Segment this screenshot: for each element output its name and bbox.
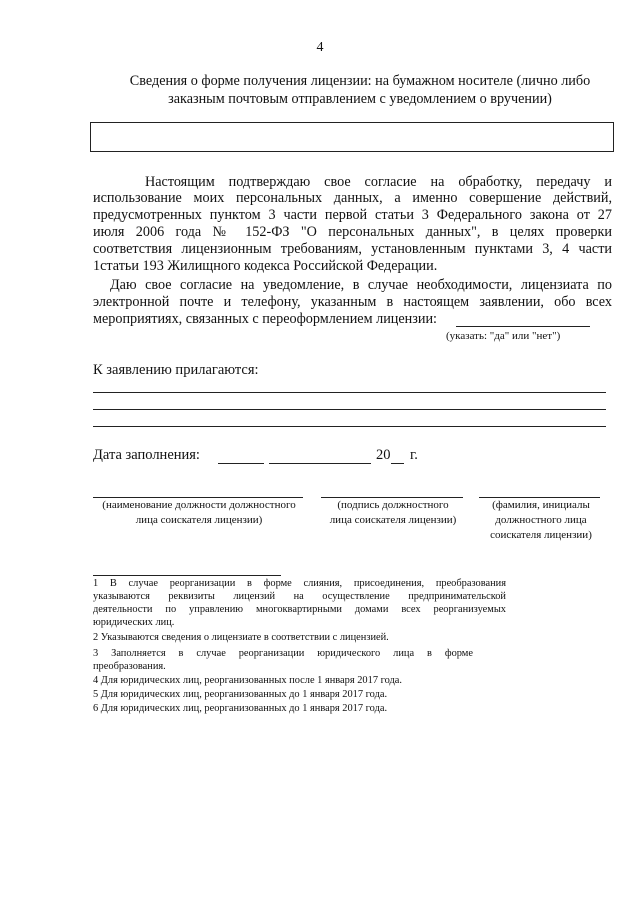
footnote-1: деятельности по управлению многоквартирными домами всех реорганизуемых <box>93 604 506 615</box>
attachment-line[interactable] <box>93 409 606 410</box>
footnote-3: преобразования. <box>93 661 166 672</box>
position-caption <box>90 498 308 528</box>
date-year-field[interactable] <box>391 447 404 464</box>
date-day-field[interactable] <box>218 447 264 464</box>
attachment-line[interactable] <box>93 392 606 393</box>
consent-line: соответствия лицензионным требованиям, установленным пунктами 3, 4 части <box>93 241 612 257</box>
attachment-line[interactable] <box>93 426 606 427</box>
caption-line: лица соискателя лицензии) <box>135 514 263 526</box>
caption-line: соискателя лицензии) <box>490 529 592 541</box>
name-caption <box>478 498 604 543</box>
footnote-3: 3 Заполняется в случае реорганизации юридического лица в форме <box>93 648 473 659</box>
license-form-line: Сведения о форме получения лицензии: на бумажном носителе (лично либо <box>129 73 591 89</box>
date-year-suffix: г. <box>410 447 418 463</box>
caption-line: (наименование должности должностного <box>102 499 296 511</box>
license-form-input-box[interactable] <box>90 122 614 152</box>
date-label: Дата заполнения: <box>93 447 200 463</box>
caption-line: должностного лица <box>495 514 587 526</box>
license-form-info <box>100 72 620 108</box>
consent-line: 1статьи 193 Жилищного кодекса Российской Федерации. <box>93 258 438 274</box>
notification-line: электронной почте и телефону, указанным в настоящем заявлении, обо всех <box>93 294 612 310</box>
license-form-line: заказным почтовым отправлением с уведомлением о вручении) <box>168 91 552 107</box>
footnote-5: 5 Для юридических лиц, реорганизованных до 1 января 2017 года. <box>93 689 388 700</box>
footnote-1: юридических лиц. <box>93 617 175 628</box>
consent-line: предусмотренных пунктом 3 части первой статьи 3 Федерального закона от 27 <box>93 207 612 223</box>
footnote-2: 2 Указываются сведения о лицензиате в соответствии с лицензией. <box>93 632 389 643</box>
attachments-title: К заявлению прилагаются: <box>93 362 259 378</box>
footnote-separator <box>93 575 281 576</box>
footnote-1: 1 В случае реорганизации в форме слияния, присоединения, преобразования <box>93 578 506 589</box>
notification-line: мероприятиях, связанных с переоформлением лицензии: <box>93 311 437 327</box>
caption-line: лица соискателя лицензии) <box>329 514 457 526</box>
date-year-prefix: 20 <box>376 447 391 463</box>
caption-line: (фамилия, инициалы <box>492 499 590 511</box>
caption-line: (подпись должностного <box>337 499 449 511</box>
footnote-1: указываются реквизиты лицензий на осуществление предпринимательской <box>93 591 506 602</box>
consent-line: Настоящим подтверждаю свое согласие на обработку, передачу и <box>145 174 612 190</box>
consent-line: июля 2006 года № 152-ФЗ "О персональных данных", в целях проверки <box>93 224 612 240</box>
footnote-4: 4 Для юридических лиц, реорганизованных после 1 января 2017 года. <box>93 675 403 686</box>
notification-hint: (указать: "да" или "нет") <box>446 330 561 342</box>
signature-caption <box>318 498 468 528</box>
consent-line: использование моих персональных данных, а именно совершение действий, <box>93 190 612 206</box>
notification-answer-field[interactable] <box>456 326 590 327</box>
footnote-6: 6 Для юридических лиц, реорганизованных до 1 января 2017 года. <box>93 703 388 714</box>
page-number: 4 <box>316 40 324 55</box>
date-month-field[interactable] <box>269 447 371 464</box>
notification-line: Даю свое согласие на уведомление, в случае необходимости, лицензиата по <box>110 277 612 293</box>
